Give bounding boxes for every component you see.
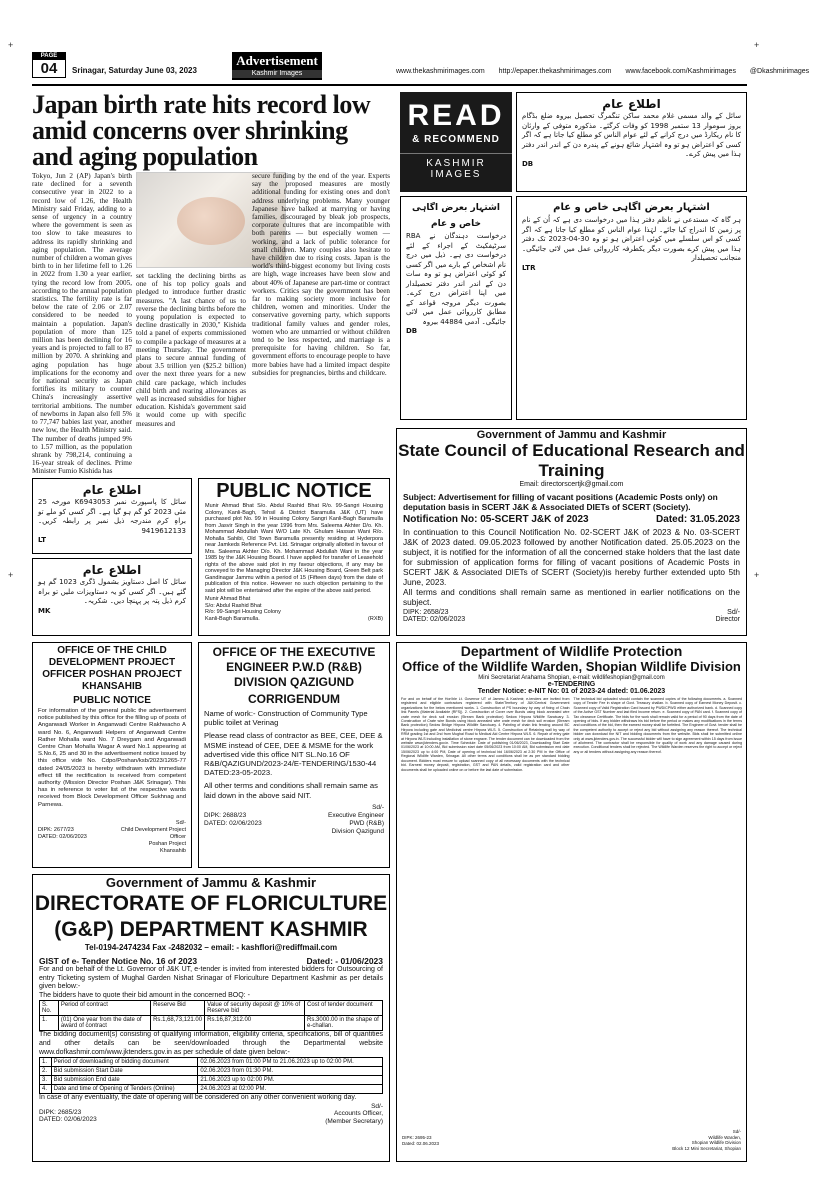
pwd-sig-1: Executive Engineer: [327, 811, 384, 819]
pwd-sig-2: PWD (R&B): [349, 819, 384, 827]
pwd-subtitle: CORRIGENDUM: [248, 692, 340, 706]
table-cell: 2.: [40, 1067, 52, 1076]
table-header-cell: S. No.: [40, 1001, 59, 1016]
wildlife-dept: Department of Wildlife Protection: [460, 643, 683, 659]
pwd-body-2: Please read class of contractor as BEE, CEE, DEE & MSME instead of CEE, DEE & MSME for the work advertised vide this office NIT SL.No.16 OF R&B/QAZIGUND/2023-24/E-TENDERING/1530-44 DATED:23-05-2023.: [204, 731, 383, 778]
scert-footer: [397, 607, 746, 625]
table-cell: Period of downloading of bidding document: [51, 1058, 198, 1067]
scert-dipk: DIPK: 2658/23: [403, 609, 449, 616]
poshan-dipk: DIPK: 2677/23: [38, 827, 74, 833]
wildlife-fine-print: [397, 695, 746, 1127]
scert-notice: [396, 428, 747, 636]
table-row: [40, 1058, 383, 1067]
page-label: PAGE: [33, 53, 65, 60]
table-cell: 3.: [40, 1076, 52, 1085]
page-number: 04: [40, 60, 58, 77]
floriculture-footer: [33, 1103, 389, 1126]
table-cell: Date and time of Opening of Tenders (Online): [51, 1085, 198, 1094]
header-rule: [32, 84, 747, 86]
urdu-rba-title: اشتہار بعرض اگاہی خاص و عام: [412, 203, 500, 229]
urdu-ltr-body: ہر گاہ کہ مستدعی نے ناظم دفتر ہذا میں درخواست دی ہے کہ اُن کے نام پر زمین کا اندراج کیا جائے۔ لہٰذا عوام الناس کو مطلع کیا جاتا ہے کہ اگر کسی کو اس سلسلے میں کوئی اعتراض ہو تو وہ 30-04-2023 تک دفتر ہذا میں پیش کرے بصورت دیگر یکطرفہ کارروائی عمل میں لائی جائیگی۔ منجانب تحصیلدار: [522, 216, 741, 262]
floriculture-sig-2: (Member Secretary): [325, 1117, 383, 1125]
urdu-mk-sig: MK: [38, 606, 51, 615]
pwd-corrigendum: [198, 642, 390, 868]
floriculture-contact: Tel-0194-2474234 Fax -2482032 – email: - kashflori@rediffmail.com: [84, 943, 338, 952]
table-cell: (01) One year from the date of award of contract: [58, 1016, 150, 1031]
poshan-dated: DATED: 02/06/2023: [38, 834, 87, 840]
poshan-sig-2: Officer: [169, 834, 186, 840]
read-text: READ: [407, 99, 505, 132]
urdu-rba-body: درخواست دہندگان نے RBA سرٹیفکیٹ کے اجراء کے لئے درخواست دی ہے۔ ذیل میں درج نام اشخاص کے بارے میں اگر کسی کو کوئی اعتراض ہو تو وہ سات دن کے اندر اندر دفتر تحصیلدار میں اپنا اعتراض درج کرے۔ بصورت دیگر مروجہ قواعد کے مطابق کارروائی عمل میں لائی جائیگی۔ آدمی 44884 بیروہ: [406, 232, 506, 326]
poshan-title: OFFICE OF THE CHILD DEVELOPMENT PROJECT OFFICER POSHAN PROJECT KHANSAHIB: [42, 645, 182, 692]
public-notice-code: (RXB): [368, 615, 383, 622]
table-cell: 02.06.2023 from 01:00 PM to 21.06.2023 up to 02:00 PM.: [198, 1058, 383, 1067]
scert-body-1: In continuation to this Council Notification No. 02-SCERT J&K of 2023 & No. 03-SCERT J&K of 2023 dated. 09.05.2023 followed by another Notification dated. 25.05.2023 on the subject, it is notified for the information of all the concerned stake holders that the last date for submission of application forms for filling of vacant positions of Academic Posts in SCERT J&K & Associated DIETs of SCERT (Society)is hereby further extended upto 5th June, 2023.: [403, 527, 740, 587]
floriculture-intro: For and on behalf of the Lt. Governor of J&K UT, e-tender is invited from interested bidders for Outsourcing of entry Ticketing system of Mughal Garden Nishat Srinagar of Floriculture Department Kashmir as per details given below:-: [39, 966, 383, 991]
wildlife-address: Mini Secretariat Arahama Shopian, e-mail: wildlifeshopian@gmail.com: [478, 675, 665, 681]
scert-notification-line: [397, 512, 746, 527]
table-cell: 4.: [40, 1085, 52, 1094]
urdu-lt-body: سائل کا پاسپورٹ نمبر K6943053 مورخہ 25 مئی 2023 کو گم ہو گیا ہے۔ اگر کسی کو ملے تو براہِ کرم مندرجہ ذیل نمبر پر رابطہ کریں۔ 9419612133: [38, 498, 186, 535]
floriculture-gist-line: [33, 956, 389, 966]
registration-mark-icon: +: [8, 40, 14, 50]
floriculture-boq-caption: The bidders have to quote their bid amount in the concerned BOQ: -: [39, 991, 250, 999]
wildlife-sig-3: Block 12 Mini Secretariat, Shopian: [672, 1145, 741, 1151]
floriculture-eligibility: The bidding document(s) consisting of qualifying information, eligibility criteria, specifications, bill of quantities and other details can be seen/downloaded through the Departmental website www.dofkashmir.com/www.jktenders.gov.in as per schedule of date given below:-: [39, 1031, 383, 1056]
table-cell: 24.06.2023 at 02:00 PM.: [198, 1085, 383, 1094]
wildlife-fine-right: The technical bid uploaded should contain the scanned copies of the following documents. a. Scanned copy of Tender Fee in shape of Govt. Treasury challan. b. Scanned copy of Earnest Money Deposit. c. Scanned copy of Valid Registration Card issued by PWD/CPWD either authorized bank. d. Scanned copy of the Active GST Number and last filed Income return. e. Scanned copy of PAN card. f. Scanned copy of Tax clearance Certificate. The bids for the work shall remain valid for a period of 90 days from the date of opening of bids. If any bidder withdraws his bid before the period or makes any modifications in the terms and conditions of the bid, then the earnest money shall be forfeited. The Engineer of Govt. tender shall be the competent authority to accept or reject any bid without assigning any reason thereof. The technical bidder can download the NIT and bidding documents from the website. Bids shall be submitted online only at www.jktenders.gov.in. The successful bidder will have to sign agreement within 15 days from issue of allotment. The contractor shall be responsible for quality of work and any damage caused during execution. Conditional tenders shall be rejected. The Wildlife Warden reserves the right to accept or reject any or all tenders without assigning any reason thereof.: [573, 697, 742, 754]
poshan-sig-4: Khansahib: [160, 848, 186, 854]
urdu-rba-notice: [400, 196, 512, 420]
floriculture-schedule-table: [39, 1057, 383, 1094]
poshan-notice: [32, 642, 192, 868]
wildlife-etendering: e-TENDERING: [547, 681, 596, 688]
floriculture-tender: [32, 874, 390, 1162]
public-notice-body: Munir Ahmad Bhat S/o. Abdul Rashid Bhat R/o. 99-Sangri Housing Colony, Kanli-Bagh, Tehsil & District Baramulla J&K (UT) have purchased plot No. 99 in Housing Colony Sangri Kanli-Bagh Baramulla from Jasvir Singh in the year 1996 from Mrs. Saleema Akhter D/o. Kh. Mohammad Abdullah Wani W/O Late Kh. Ghulam Hassan Wani R/o. Mohalla Sahibi, Old Town Baramulla presently residing at Hyderpora near Jamkeds Reference Pvt. Ltd. Srinagar originally allotted in favour of Mrs. Saleema Akhter D/o. Kh. Mohammad Abdullah Wani in the year 1985 by the J&K Housing Board. I have applied for transfer of Leasehold rights of the above said plot in my favour objections, if any may be conveyed to the Managing Director J&K Housing Board, Green Belt park Gandinagar Jammu within a period of 15 (Fifteen days) from the date of publication of this notice. However no such objection pertaining to the said plot will be entertained after the expire of the above said period.: [205, 503, 383, 594]
public-notice-sig-4: Kanli-Bagh Baramulla.: [205, 615, 260, 622]
article-headline: Japan birth rate hits record low amid concerns over shrinking and aging population: [32, 90, 371, 171]
urdu-mk-body: سائل کا اصل دستاویز بشمول ڈگری 1023 گم ہو گئے ہیں۔ اگر کسی کو یہ دستاویزات ملیں تو براہ کرم ذیل پتہ پر پہنچا دیں۔ شکریہ۔: [38, 578, 186, 605]
poshan-subtitle: PUBLIC NOTICE: [73, 695, 151, 706]
poshan-footer: [33, 818, 191, 857]
wildlife-nit: Tender Notice: e-NIT No: 01 of 2023-24 dated: 01.06.2023: [477, 688, 666, 695]
scert-director: Director: [715, 616, 740, 623]
table-header-row: [40, 1001, 383, 1016]
poshan-sig-1: Child Development Project: [120, 827, 186, 833]
scert-gov: Government of Jammu and Kashmir: [476, 429, 667, 441]
table-row: [40, 1067, 383, 1076]
public-notice-signature: [199, 595, 389, 623]
table-cell: Rs.3000.00 in the shape of e-challan.: [305, 1016, 383, 1031]
read-recommend-box: [400, 92, 512, 192]
floriculture-sig-1: Accounts Officer,: [333, 1110, 383, 1118]
scert-dated: DATED: 02/06/2023: [403, 616, 466, 623]
pwd-body-1: Name of work:- Construction of Community Type public toilet at Verinag: [204, 709, 368, 728]
urdu-ltr-title: اشتہار بعرض اگاہی خاص و عام: [553, 202, 710, 213]
page-header: [32, 52, 810, 82]
urdu-ltr-sig: LTR: [522, 263, 536, 272]
wildlife-sd: Sd/-: [732, 1129, 741, 1134]
floriculture-gist: GIST of e- Tender Notice No. 16 of 2023: [39, 956, 198, 966]
urdu-notice-1-title: اطلاع عام: [602, 97, 661, 111]
public-notice-sig-1: Munir Ahmad Bhat: [205, 596, 251, 602]
urdu-ltr-notice: [516, 196, 747, 420]
table-row: [40, 1016, 383, 1031]
poshan-sig-3: Poshan Project: [148, 841, 186, 847]
epaper-link[interactable]: http://epaper.thekashmirimages.com: [498, 68, 612, 75]
scert-name: State Council of Educational Research and Training: [398, 441, 745, 480]
registration-mark-icon: +: [8, 570, 14, 580]
urdu-notice-1-body: سائل کے والد مسمی غلام محمد ساکن تنگمرگ تحصیل بیروہ ضلع بڈگام بروز سوموار 13 ستمبر 1998 کو وفات کرگئے۔ مذکورہ متوفی کے وارثان کا نام ریکارڈ میں درج کرانے کے لئے عوام الناس کو مطلع کیا جاتا ہے کہ اگر کسی کو اعتراض ہو تو وہ اشتہار شائع ہونے کے پندرہ دن کے اندر اندر دفتر ہذا میں پیش کرے۔: [522, 112, 741, 158]
registration-mark-icon: +: [754, 570, 760, 580]
table-cell: Rs.16,87,312.00: [205, 1016, 305, 1031]
table-header-cell: Reserve Bid: [151, 1001, 205, 1016]
section-banner: [232, 52, 322, 80]
floriculture-dipk: DIPK: 2685/23: [39, 1108, 82, 1116]
scert-notification-date: Dated: 31.05.2023: [656, 514, 740, 525]
pwd-body-3: All other terms and conditions shall remain same as laid down in the above said NIT.: [204, 781, 378, 800]
floriculture-name: DIRECTORATE OF FLORICULTURE (G&P) DEPARTMENT KASHMIR: [34, 892, 388, 941]
scert-subject: Subject: Advertisement for filling of vacant positions (Academic Posts only) on deputation basis in SCERT J&K & Associated DIETs of SCERT (Society).: [403, 492, 718, 512]
scert-email: Email: directorscertjk@gmail.com: [519, 481, 624, 488]
website-link[interactable]: www.thekashmirimages.com: [396, 68, 485, 75]
article-col-3: secure funding by the end of the year. Experts say the proposed measures are mostly additional funding for existing ones and don't address underlying problems. Many younger Japanese have balked at marrying or having families, discouraged by bleak job prospects, corporate cultures that are incompatible with both parents — but especially women — working, and a lack of public tolerance for small children. Many couples also hesitate to have children due to rising costs. Japan is the world's third-biggest economy but living costs are high, wage increases have been slow and about 40% of Japanese are part-time or contract workers. Critics say the government has been far to making society more inclusive for children, women and minorities. Under the conservative governing party, which supports traditional family values and gender roles, women who are unmarried or without children tend to be less respected, and marriage is a prerequisite for having children. So far, government efforts to encourage people to have more babies have had a limited impact despite subsidies for pregnancies, births and childcare.: [252, 172, 390, 377]
article-col-1: Tokyo, Jun 2 (AP) Japan's birth rate declined for a seventh consecutive year in 2022 to a record low of 1.26, the Health Ministry said Friday, adding to a sense of urgency in a country where the government is seen as too slow to take measures to address its rapidly shrinking and aging population. The average number of children a woman gives birth to in her lifetime fell to 1.26 in 2022 from 1.30 a year earlier, tying the record low from 2005, according to the annual population statistics. The fertility rate is far below the rate of 2.06 or 2.07 considered to be needed to maintain a population. Japan's population of more than 125 million has been declining for 16 years and is projected to fall to 87 million by 2070. A shrinking and aging population has huge implications for the economy and for national security as Japan fortifies its military to counter China's increasingly assertive territorial ambitions. The number of newborns in Japan also fell 5% to 77,747 babies last year, another new low, the Health Ministry said. The number of deaths jumped 9% to 1.57 million, as the population shrank by 798,214, continuing a 16-year streak of declines. Prime Minister Fumio Kishida has: [32, 172, 132, 476]
registration-mark-icon: +: [754, 40, 760, 50]
wildlife-footer: [397, 1127, 746, 1153]
article-col-2: set tackling the declining births as one of his top policy goals and pledged to introduce further drastic measures. "A last chance of us to reverse the declining births before the young population is expected to decline drastically in 2030," Kishida told a panel of experts commissioned to compile a package of measures at a meeting Thursday. The government plans to secure annual funding of about 3.5 trillion yen ($25.2 billion) over the next three years for a new child care package, which includes child birth and rearing allowances as well as increased subsidies for higher education. Kishida's government said it would come up with specific measures and: [136, 272, 246, 428]
wildlife-sig-1: Wildlife Warden,: [708, 1134, 741, 1140]
table-cell: 21.06.2023 up to 02:00 PM.: [198, 1076, 383, 1085]
article-body: [32, 172, 390, 476]
urdu-rba-sig: DB: [406, 327, 418, 335]
urdu-lt-notice: [32, 478, 192, 554]
dateline: Srinagar, Saturday June 03, 2023: [72, 66, 197, 75]
table-header-cell: Value of security deposit @ 10% of Reserve bid: [205, 1001, 305, 1016]
table-header-cell: Cost of tender document: [305, 1001, 383, 1016]
table-cell: 02.06.2023 from 01:30 PM.: [198, 1067, 383, 1076]
floriculture-boq-table: [39, 1000, 383, 1031]
urdu-lt-title: اطلاع عام: [82, 483, 142, 497]
facebook-link[interactable]: www.facebook.com/Kashmirimages: [625, 68, 736, 75]
wildlife-dated: Dated: 02.06.2023: [402, 1140, 440, 1146]
pwd-dipk: DIPK: 2688/23: [204, 811, 247, 819]
wildlife-office: Office of the Wildlife Warden, Shopian Wildlife Division: [402, 659, 741, 674]
urdu-notice-1-sig: DB: [522, 159, 534, 168]
poshan-body: For information of the general public the advertisement notice published by this office for the filling up of posts of Anganwadi Worker in Anganwadi Centre Rakhwacho A ward No. 6, Anganwadi Helpers of Anganwadi Centre Rather Mohalla ward No. 7 Dreygam and Anganwadi Centre Chan Mohalla Wagar A ward No.1 appearing at S.No.6, 25 and 30 in the advertisement notice issued by this office vide No. Cdpo/Poshan/ksb/2023/1265-77 dated 24/05/2023 is hereby withdrawn with immediate effect till the rectification is received from competent authority (Mission Director Poshan J&K Srinagar). This has in reference to voter list of the respective wards received from Block Development Officer Sukhnag and Parnewa.: [38, 708, 186, 808]
table-cell: Bid submission Start Date: [51, 1067, 198, 1076]
floriculture-closing: In case of any eventuality, the date of opening will be considered on any other convenient working day.: [39, 1094, 357, 1102]
floriculture-gist-date: Dated: - 01/06/2023: [306, 956, 383, 966]
wildlife-fine-left: For and on behalf of the Hon'ble Lt. Governor UT of Jammu & Kashmir, e-tenders are invited from registered and eligible contractors registered with State/Territory of J&K/Central Government organizations for the below mentioned works. 1. Construction of PS boundary by way of fixing of Chain link Panels (Material Available (RFS)). 2. Construction of Cover over Bunds using block annealed wire crate mesh for deck soil erosion (Stream Bank protection) Sedow Hirpora Wildlife Sanctuary. 3. Construction of Crate wire Bunds using block annealed wire crate mesh for deck soil erosion (Stream Bank protection) Sedow Bridge Hirpora Wildlife Sanctuary. 4. Painting of chain link fencing around BC Hirpora including gate and Medicinal centre Hirpora WLS. 5. Construction of Retaining wall by way of RRM grading 1st and 2nd from Mughal Road to Medical Aid Centre Hirpora WLS. 6. Repair of entry gate at Hirpora WLS including installation of stone engrave. The tender document can be downloaded from the website www.jktenders.gov.in. Time Schedule: Date of publishing 01/06/2023, Downloading Start Date 01/06/2023 at 10:00 AM, Bid submission start date 05/06/2023 from 10:00 AM, Bid submission end date 15/06/2023 up to 4:00 PM, Date of opening of technical bid 16/06/2023 at 2:30 PM in the Office of Regional Wildlife Warden, Srinagar. All other terms and conditions shall be as per standard bidding document. Bidders must ensure to upload scanned copy of all necessary documents with the technical bid. Earnest money deposit, registration, GST and PAN details, valid registration card and other documents shall be uploaded online on or before the last date of submission.: [401, 697, 570, 772]
section-title: Advertisement: [236, 53, 318, 68]
pwd-sd: Sd/-: [372, 803, 384, 811]
urdu-notice-1: [516, 92, 747, 192]
public-notice-sig-3: R/o: 99-Sangri Housing Colony: [205, 609, 281, 615]
table-row: [40, 1076, 383, 1085]
table-header-cell: Period of contract: [58, 1001, 150, 1016]
public-notice-title: PUBLIC NOTICE: [216, 480, 372, 502]
table-cell: Rs.1,68,73,121.00: [151, 1016, 205, 1031]
table-cell: Bid submission End date: [51, 1076, 198, 1085]
pwd-sig-3: Division Qazigund: [331, 827, 384, 835]
table-cell: 1.: [40, 1016, 59, 1031]
page-number-badge: [32, 52, 66, 78]
recommend-text: & RECOMMEND: [412, 134, 500, 145]
floriculture-dated: DATED: 02/06/2023: [39, 1116, 97, 1124]
public-notice-sig-2: S/o: Abdul Rashid Bhat: [205, 602, 262, 609]
floriculture-gov: Government of Jammu & Kashmir: [105, 875, 317, 890]
urdu-lt-sig: LT: [38, 536, 47, 544]
floriculture-sd: Sd/-: [371, 1102, 383, 1110]
wildlife-tender: [396, 642, 747, 1162]
header-links: [396, 68, 821, 75]
wildlife-sig-2: Shopian Wildlife Division: [691, 1140, 741, 1145]
scert-notification-number: Notification No: 05-SCERT J&K of 2023: [403, 514, 589, 525]
pwd-footer: [199, 802, 389, 838]
twitter-link[interactable]: @Dkashmirimages: [749, 68, 810, 75]
wildlife-dipk: DIPK: 2695-23: [402, 1135, 432, 1140]
urdu-mk-title: اطلاع عام: [82, 563, 142, 577]
table-row: [40, 1085, 383, 1094]
scert-body-2: All terms and conditions shall remain same as mentioned in earlier notifications on the subject.: [403, 587, 740, 607]
table-cell: 1.: [40, 1058, 52, 1067]
pwd-title: OFFICE OF THE EXECUTIVE ENGINEER P.W.D (R&B) DIVISION QAZIGUND: [212, 645, 376, 689]
kashmir-images-text: KASHMIR IMAGES: [400, 153, 512, 180]
scert-sd: Sd/-: [727, 609, 740, 616]
public-notice: [198, 478, 390, 636]
pwd-dated: DATED: 02/06/2023: [204, 819, 262, 827]
section-subtitle: Kashmir Images: [232, 70, 322, 78]
urdu-mk-notice: [32, 558, 192, 636]
poshan-sd: Sd/-: [175, 820, 186, 826]
